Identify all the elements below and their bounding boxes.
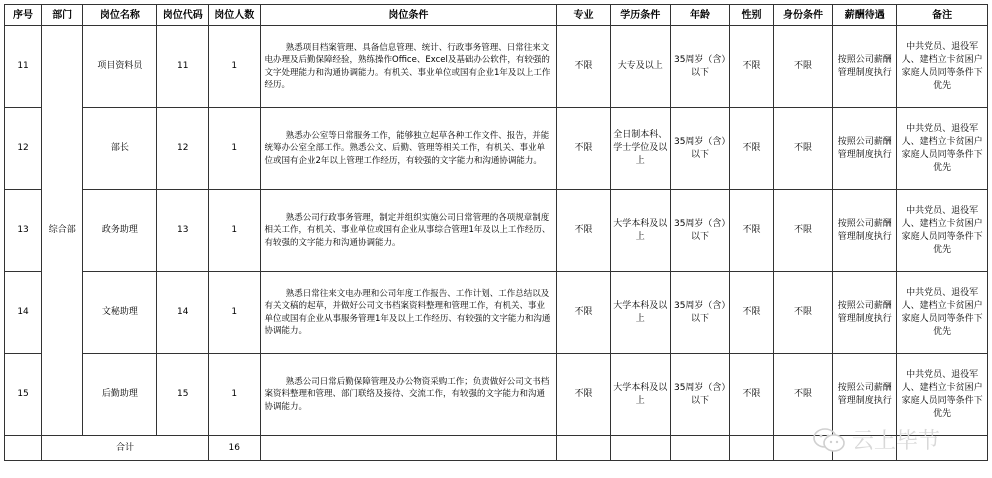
cell-education: 大学本科及以上	[610, 190, 670, 272]
cell-salary: 按照公司薪酬管理制度执行	[833, 272, 897, 354]
cell-identity: 不限	[773, 190, 833, 272]
cell-code: 12	[157, 108, 209, 190]
cell-code: 11	[157, 26, 209, 108]
cell-salary: 按照公司薪酬管理制度执行	[833, 26, 897, 108]
cell-seq: 15	[5, 354, 42, 436]
cell-salary: 按照公司薪酬管理制度执行	[833, 108, 897, 190]
cell-age: 35周岁（含）以下	[670, 26, 730, 108]
header-department: 部门	[42, 5, 83, 26]
cell-empty	[670, 436, 730, 461]
total-label: 合计	[42, 436, 209, 461]
header-row	[5, 5, 988, 26]
cell-requirement: 熟悉日常往来文电办理和公司年度工作报告、工作计划、工作总结以及有关文稿的起草，并做好公司文书档案资料整理和管理工作，有机关、事业单位或国有企业从事服务管理1年及以上工作经历、有较强的文字能力和沟通协调能力。	[260, 272, 557, 354]
cell-note: 中共党员、退役军人、建档立卡贫困户家庭人员同等条件下优先	[897, 26, 988, 108]
cell-position: 政务助理	[83, 190, 157, 272]
header-position: 岗位名称	[83, 5, 157, 26]
cell-position: 后勤助理	[83, 354, 157, 436]
cell-requirement: 熟悉公司行政事务管理，制定并组织实施公司日常管理的各项规章制度相关工作，有机关、事业单位或国有企业从事综合管理1年及以上工作经历、有较强的文字能力和沟通协调能力。	[260, 190, 557, 272]
header-age: 年龄	[670, 5, 730, 26]
cell-empty	[260, 436, 557, 461]
table-row	[5, 272, 988, 354]
cell-identity: 不限	[773, 354, 833, 436]
cell-position: 文秘助理	[83, 272, 157, 354]
cell-education: 大学本科及以上	[610, 272, 670, 354]
cell-identity: 不限	[773, 272, 833, 354]
cell-position: 项目资料员	[83, 26, 157, 108]
cell-seq: 14	[5, 272, 42, 354]
cell-empty	[730, 436, 773, 461]
cell-requirement: 熟悉公司日常后勤保障管理及办公物资采购工作；负责做好公司文书档案资料整理和管理、部门联络及接待、交流工作，有较强的文字能力和沟通协调能力。	[260, 354, 557, 436]
header-count: 岗位人数	[209, 5, 261, 26]
header-salary: 薪酬待遇	[833, 5, 897, 26]
header-major: 专业	[557, 5, 611, 26]
cell-major: 不限	[557, 190, 611, 272]
cell-identity: 不限	[773, 26, 833, 108]
table-row	[5, 190, 988, 272]
cell-major: 不限	[557, 108, 611, 190]
cell-identity: 不限	[773, 108, 833, 190]
cell-seq: 13	[5, 190, 42, 272]
cell-requirement: 熟悉办公室等日常服务工作，能够独立起草各种工作文件、报告，并能统筹办公室全部工作。熟悉公文、后勤、管理等相关工作，有机关、事业单位或国有企业2年以上管理工作经历，有较强的文字能力和沟通协调能力。	[260, 108, 557, 190]
cell-education: 全日制本科、学士学位及以上	[610, 108, 670, 190]
header-seq: 序号	[5, 5, 42, 26]
watermark-text: 云上毕节	[852, 429, 941, 454]
cell-major: 不限	[557, 26, 611, 108]
cell-count: 1	[209, 190, 261, 272]
cell-salary: 按照公司薪酬管理制度执行	[833, 354, 897, 436]
header-identity: 身份条件	[773, 5, 833, 26]
cell-note: 中共党员、退役军人、建档立卡贫困户家庭人员同等条件下优先	[897, 272, 988, 354]
cell-salary: 按照公司薪酬管理制度执行	[833, 190, 897, 272]
cell-education: 大学本科及以上	[610, 354, 670, 436]
header-note: 备注	[897, 5, 988, 26]
cell-age: 35周岁（含）以下	[670, 108, 730, 190]
cell-code: 15	[157, 354, 209, 436]
cell-department: 综合部	[42, 26, 83, 436]
cell-gender: 不限	[730, 190, 773, 272]
cell-gender: 不限	[730, 354, 773, 436]
cell-major: 不限	[557, 272, 611, 354]
cell-age: 35周岁（含）以下	[670, 354, 730, 436]
table-row	[5, 108, 988, 190]
cell-age: 35周岁（含）以下	[670, 190, 730, 272]
header-requirement: 岗位条件	[260, 5, 557, 26]
total-count: 16	[209, 436, 261, 461]
cell-note: 中共党员、退役军人、建档立卡贫困户家庭人员同等条件下优先	[897, 190, 988, 272]
cell-position: 部长	[83, 108, 157, 190]
cell-code: 14	[157, 272, 209, 354]
cell-note: 中共党员、退役军人、建档立卡贫困户家庭人员同等条件下优先	[897, 108, 988, 190]
cell-major: 不限	[557, 354, 611, 436]
cell-gender: 不限	[730, 108, 773, 190]
cell-gender: 不限	[730, 272, 773, 354]
cell-empty	[5, 436, 42, 461]
cell-note: 中共党员、退役军人、建档立卡贫困户家庭人员同等条件下优先	[897, 354, 988, 436]
cell-seq: 11	[5, 26, 42, 108]
cell-count: 1	[209, 108, 261, 190]
cell-gender: 不限	[730, 26, 773, 108]
header-gender: 性别	[730, 5, 773, 26]
cell-count: 1	[209, 354, 261, 436]
cell-count: 1	[209, 272, 261, 354]
header-code: 岗位代码	[157, 5, 209, 26]
wechat-icon	[812, 427, 846, 453]
watermark	[812, 424, 940, 455]
cell-seq: 12	[5, 108, 42, 190]
cell-code: 13	[157, 190, 209, 272]
recruitment-table	[4, 4, 988, 461]
cell-age: 35周岁（含）以下	[670, 272, 730, 354]
cell-education: 大专及以上	[610, 26, 670, 108]
cell-requirement: 熟悉项目档案管理、具备信息管理、统计、行政事务管理、日常往来文电办理及后勤保障经验，熟练操作Office、Excel及基础办公软件，有较强的文字处理能力和沟通协调能力。有机关、事业单位或国有企业1年及以上工作经历。	[260, 26, 557, 108]
cell-count: 1	[209, 26, 261, 108]
table-row	[5, 26, 988, 108]
header-education: 学历条件	[610, 5, 670, 26]
cell-empty	[557, 436, 611, 461]
cell-empty	[610, 436, 670, 461]
